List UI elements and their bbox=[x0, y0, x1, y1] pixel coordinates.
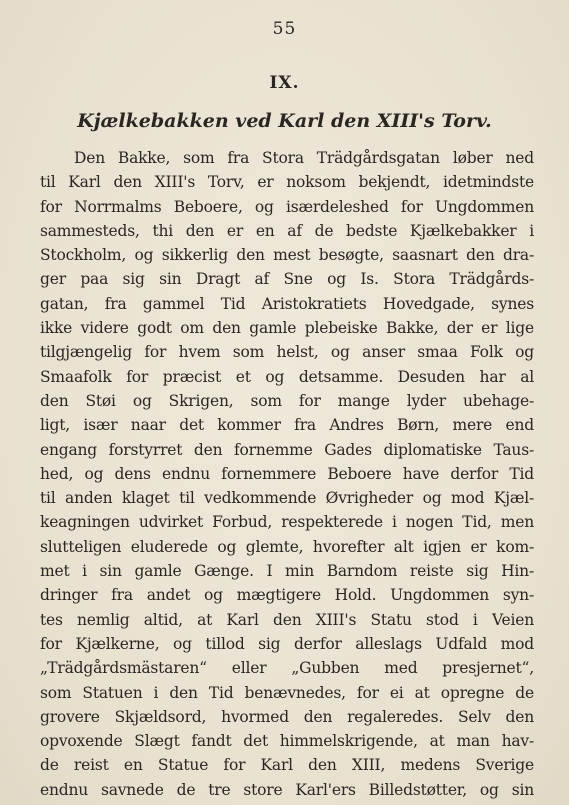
text-line: de reist en Statue for Karl den XIII, medens Sverige bbox=[40, 756, 534, 775]
text-line: endnu savnede de tre store Karl'ers Billedstøtter, og sin bbox=[40, 780, 534, 799]
text-line: hed, og dens endnu fornemmere Beboere have derfor Tid bbox=[40, 464, 534, 483]
text-line: som Statuen i den Tid benævnedes, for ei at opregne de bbox=[40, 683, 534, 702]
text-line: tilgjængelig for hvem som helst, og anser smaa Folk og bbox=[40, 343, 534, 362]
text-line: sammesteds, thi den er en af de bedste Kjælkebakker i bbox=[40, 221, 534, 240]
text-line: gatan, fra gammel Tid Aristokratiets Hovedgade, synes bbox=[40, 294, 534, 313]
text-line: den Støi og Skrigen, som for mange lyder ubehage- bbox=[40, 391, 534, 410]
chapter-title: Kjælkebakken ved Karl den XIII's Torv. bbox=[77, 110, 492, 132]
text-line: til Karl den XIII's Torv, er noksom bekjendt, idetmindste bbox=[40, 173, 534, 192]
text-line: tes nemlig altid, at Karl den XIII's Statu stod i Veien bbox=[40, 610, 534, 629]
text-line: Stockholm, og sikkerlig den mest besøgte, saasnart den dra- bbox=[40, 246, 534, 265]
text-line: keagningen udvirket Forbud, respekterede i nogen Tid, men bbox=[40, 513, 534, 532]
page-number: 55 bbox=[272, 19, 297, 39]
text-line: ikke videre godt om den gamle plebeiske Bakke, der er lige bbox=[40, 319, 534, 338]
text-line: grovere Skjældsord, hvormed den regaleredes. Selv den bbox=[40, 707, 534, 726]
text-line: til anden klaget til vedkommende Øvrigheder og mod Kjæl- bbox=[40, 489, 534, 508]
text-line: ligt, især naar det kommer fra Andres Børn, mere end bbox=[40, 416, 534, 435]
text-line: opvoxende Slægt fandt det himmelskrigende, at man hav- bbox=[40, 732, 534, 751]
text-line: ger paa sig sin Dragt af Sne og Is. Stora Trädgårds- bbox=[40, 270, 534, 289]
text-line: Den Bakke, som fra Stora Trädgårdsgatan løber ned bbox=[74, 149, 534, 167]
text-line: engang forstyrret den fornemme Gades diplomatiske Taus- bbox=[40, 440, 534, 459]
text-line: „Trädgårdsmästaren“ eller „Gubben med presjernet“, bbox=[40, 659, 534, 678]
chapter-number: IX. bbox=[269, 73, 300, 93]
text-line: met i sin gamle Gænge. I min Barndom reiste sig Hin- bbox=[40, 562, 534, 581]
text-line: slutteligen eluderede og glemte, hvorefter alt igjen er kom- bbox=[40, 537, 534, 556]
text-line: for Norrmalms Beboere, og isærdeleshed for Ungdommen bbox=[40, 197, 534, 216]
text-line: dringer fra andet og mægtigere Hold. Ungdommen syn- bbox=[40, 586, 534, 605]
body-paragraph bbox=[40, 146, 534, 802]
text-line: Smaafolk for præcist et og detsamme. Desuden har al bbox=[40, 367, 534, 386]
text-line: for Kjælkerne, og tillod sig derfor alleslags Udfald mod bbox=[40, 634, 534, 653]
